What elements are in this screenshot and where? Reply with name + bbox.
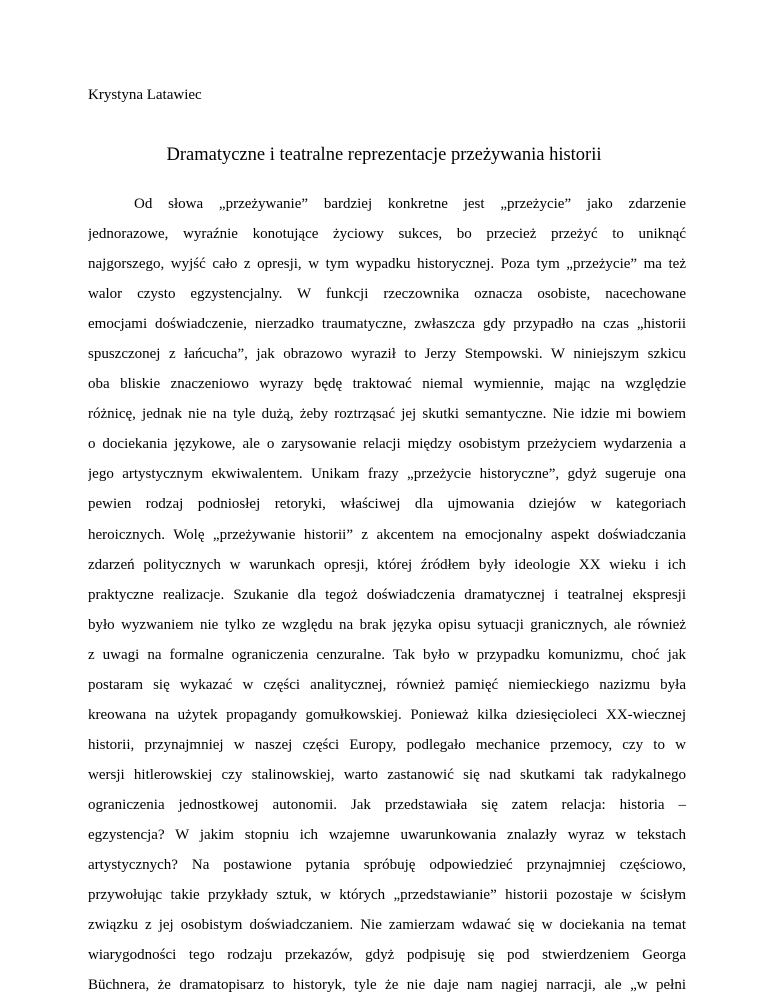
text-line: walor czysto egzystencjalny. W funkcji rzeczownika oznacza osobiste, nacechowane: [88, 286, 686, 303]
text-line: pewien rodzaj podniosłej retoryki, właściwej dla ujmowania dziejów w kategoriach: [88, 496, 686, 513]
text-line: heroicznych. Wolę „przeżywanie historii” z akcentem na emocjonalny aspekt doświadczania: [88, 526, 686, 543]
text-line: najgorszego, wyjść cało z opresji, w tym wypadku historycznej. Poza tym „przeżycie” ma też: [88, 256, 686, 273]
body-paragraph: [88, 189, 686, 1000]
text-line: było wyzwaniem nie tylko ze względu na brak języka opisu sytuacji granicznych, ale również: [88, 616, 686, 633]
text-line: historii, przynajmniej w naszej części Europy, podlegało mechanice przemocy, czy to w: [88, 736, 686, 753]
text-line: o dociekania językowe, ale o zarysowanie relacji między osobistym przeżyciem wydarzenia a: [88, 436, 686, 453]
text-line: różnicę, jednak nie na tyle dużą, żeby roztrząsać jej skutki semantyczne. Nie idzie mi bowiem: [88, 406, 686, 423]
text-line: oba bliskie znaczeniowo wyrazy będę traktować niemal wymiennie, mając na względzie: [88, 376, 686, 393]
author-name: Krystyna Latawiec: [88, 87, 202, 103]
text-line: postaram się wykazać w części analitycznej, również pamięć niemieckiego nazizmu była: [88, 676, 686, 693]
text-line: wiarygodności tego rodzaju przekazów, gdyż podpisuję się pod stwierdzeniem Georga: [88, 947, 686, 964]
text-line: emocjami doświadczenie, nierzadko traumatyczne, zwłaszcza gdy przypadło na czas „historii: [88, 316, 686, 333]
text-line: przywołując takie przykłady sztuk, w których „przedstawianie” historii pozostaje w ścisłym: [88, 887, 686, 904]
text-line: związku z jej osobistym doświadczaniem. Nie zamierzam wdawać się w dociekania na temat: [88, 917, 686, 934]
text-line: jego artystycznym ekwiwalentem. Unikam frazy „przeżycie historyczne”, gdyż sugeruje ona: [88, 466, 686, 483]
text-line: Büchnera, że dramatopisarz to historyk, tyle że nie daje nam nagiej narracji, ale „w pełni: [88, 977, 686, 994]
text-line: z uwagi na formalne ograniczenia cenzuralne. Tak było w przypadku komunizmu, choć jak: [88, 646, 686, 663]
text-line: Od słowa „przeżywanie” bardziej konkretne jest „przeżycie” jako zdarzenie: [134, 196, 686, 212]
text-line: wersji hitlerowskiej czy stalinowskiej, warto zastanowić się nad skutkami tak radykalnego: [88, 766, 686, 783]
document-title: Dramatyczne i teatralne reprezentacje przeżywania historii: [166, 145, 602, 165]
text-line: spuszczonej z łańcucha”, jak obrazowo wyraził to Jerzy Stempowski. W niniejszym szkicu: [88, 346, 686, 363]
text-line: kreowana na użytek propagandy gomułkowskiej. Ponieważ kilka dziesięcioleci XX-wiecznej: [88, 706, 686, 723]
text-line: zdarzeń politycznych w warunkach opresji, której źródłem były ideologie XX wieku i ich: [88, 556, 686, 573]
text-line: jednorazowe, wyraźnie konotujące życiowy sukces, bo przecież przeżyć to uniknąć: [88, 226, 686, 243]
text-line: egzystencja? W jakim stopniu ich wzajemne uwarunkowania znalazły wyraz w tekstach: [88, 826, 686, 843]
text-line: artystycznych? Na postawione pytania spróbuję odpowiedzieć przynajmniej częściowo,: [88, 857, 686, 874]
text-line: praktyczne realizacje. Szukanie dla tegoż doświadczenia dramatycznej i teatralnej ekspresji: [88, 586, 686, 603]
text-line: ograniczenia jednostkowej autonomii. Jak przedstawiała się zatem relacja: historia –: [88, 796, 686, 813]
